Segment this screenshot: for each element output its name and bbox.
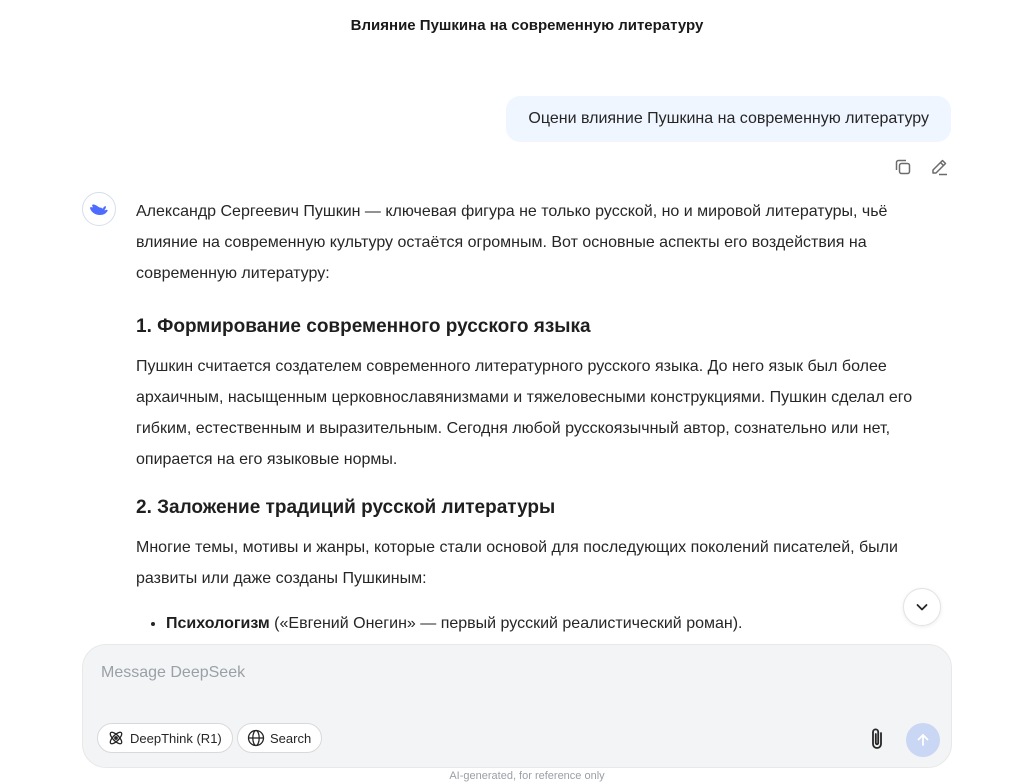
section-body: Пушкин считается создателем современного литературного русского языка. До него язык был более архаичным, насыщенным церковнославянизмами и тяжеловесными конструкциями. Пушкин сделал его гибким, естественным и выразительным. Сегодня любой русскоязычный автор, сознательно или нет, опирается на его языковые нормы. (136, 358, 913, 468)
scroll-down-button[interactable] (903, 588, 941, 626)
list-item-text: («Евгений Онегин» — первый русский реалистический роман). (269, 615, 743, 632)
edit-icon[interactable] (928, 156, 950, 178)
assistant-avatar (82, 192, 116, 226)
deepthink-toggle[interactable] (97, 723, 233, 753)
list-item-bold: Психологизм (166, 615, 270, 632)
whale-logo-icon (87, 197, 111, 221)
message-composer (82, 644, 952, 768)
paperclip-icon (866, 726, 888, 752)
attach-button[interactable] (863, 725, 891, 753)
assistant-answer (136, 196, 951, 639)
atom-icon (107, 729, 125, 747)
answer-intro: Александр Сергеевич Пушкин — ключевая фигура не только русской, но и мировой литературы, чьё влияние на современную культуру остаётся огромным. Вот основные аспекты его воздействия на современную литературу: (136, 203, 888, 282)
section-heading: 1. Формирование современного русского языка (136, 316, 591, 337)
list-item (166, 608, 951, 639)
section-heading: 2. Заложение традиций русской литературы (136, 497, 556, 518)
bullet-list (136, 608, 951, 639)
message-actions (892, 156, 950, 178)
globe-icon (247, 729, 265, 747)
search-toggle[interactable] (237, 723, 322, 753)
section-body: Многие темы, мотивы и жанры, которые стали основой для последующих поколений писателей, были развиты или даже созданы Пушкиным: (136, 539, 898, 587)
chat-title: Влияние Пушкина на современную литературу (350, 17, 704, 34)
disclaimer: AI-generated, for reference only (449, 770, 605, 782)
arrow-up-icon (915, 732, 931, 748)
copy-icon[interactable] (892, 156, 914, 178)
send-button[interactable] (906, 723, 940, 757)
search-label: Search (270, 730, 312, 746)
user-message-bubble: Оцени влияние Пушкина на современную литературу (506, 96, 951, 142)
chevron-down-icon (914, 599, 930, 615)
message-input[interactable] (99, 663, 883, 683)
deepthink-label: DeepThink (R1) (130, 730, 222, 746)
